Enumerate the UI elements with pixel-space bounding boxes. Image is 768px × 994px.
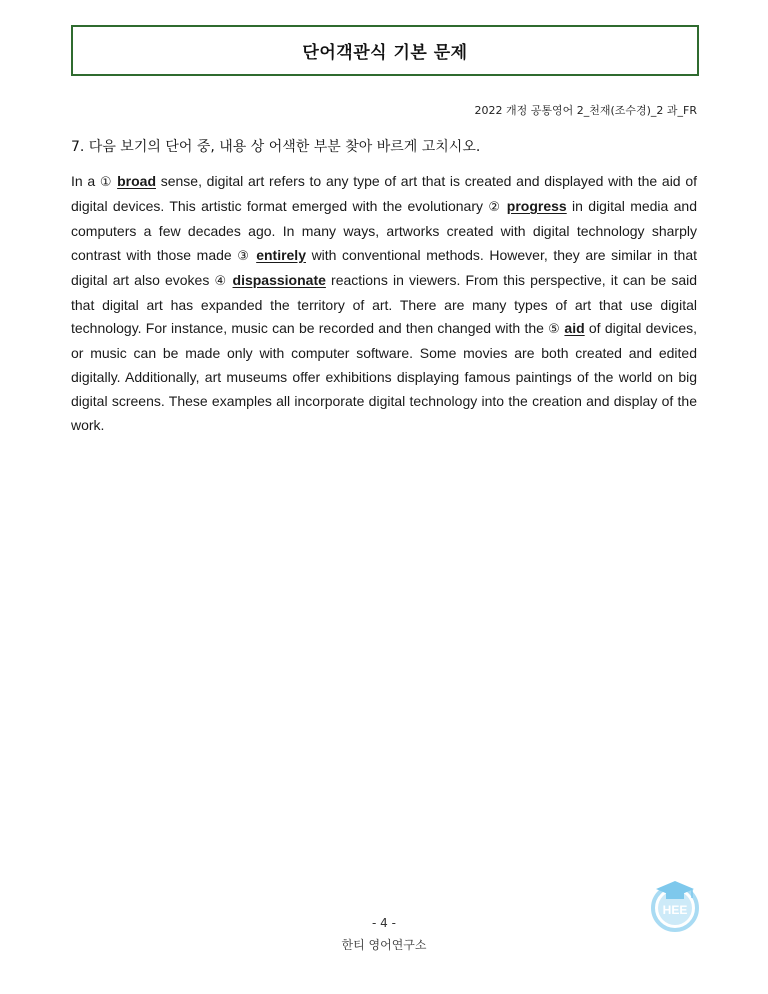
passage-text: sense, digital art refers to any type of art that is created and displayed with the aid of digital devices. This artistic format emerged with the evolutionary bbox=[71, 173, 697, 214]
choice-word-2: progress bbox=[506, 197, 567, 214]
question-prompt: 7. 다음 보기의 단어 중, 내용 상 어색한 부분 찾아 바르게 고치시오. bbox=[71, 139, 481, 155]
choice-marker-2: ② bbox=[488, 199, 502, 215]
passage-text: in digital media and computers a few decades ago. In many ways, artworks created with digital technology sharply contrast with those made bbox=[71, 197, 698, 263]
title-box bbox=[71, 25, 699, 76]
page-number: - 4 - bbox=[372, 916, 396, 930]
choice-marker-3: ③ bbox=[237, 248, 251, 264]
publisher-footer: 한티 영어연구소 bbox=[341, 938, 427, 952]
passage-text: of digital devices, or music can be made only with computer software. Some movies are both created and edited digitally. Additionally, art museums offer exhibitions displaying famous paintings of the world on big digital screens. These examples all incorporate digital technology into the creation and display of the work. bbox=[71, 320, 697, 434]
page-title: 단어객관식 기본 문제 bbox=[302, 43, 468, 63]
choice-marker-5: ⑤ bbox=[548, 322, 561, 338]
choice-word-4: dispassionate bbox=[232, 271, 326, 288]
choice-word-5: aid bbox=[564, 320, 585, 337]
choice-word-3: entirely bbox=[256, 246, 306, 263]
source-label: 2022 개정 공통영어 2_천재(조수경)_2 과_FR bbox=[474, 104, 697, 117]
passage bbox=[71, 170, 697, 438]
choice-word-1: broad bbox=[117, 173, 156, 189]
passage-text: with conventional methods. However, they are similar in that digital art also evokes bbox=[71, 246, 697, 288]
passage-text: In a bbox=[71, 173, 100, 189]
svg-text:HEE: HEE bbox=[662, 903, 688, 917]
passage-text: reactions in viewers. From this perspective, it can be said that digital art has expanded the territory of art. There are many types of art that use digital technology. For instance, music can be recorded and then changed with the bbox=[71, 271, 698, 337]
choice-marker-4: ④ bbox=[214, 273, 228, 289]
choice-marker-1: ① bbox=[99, 175, 113, 190]
